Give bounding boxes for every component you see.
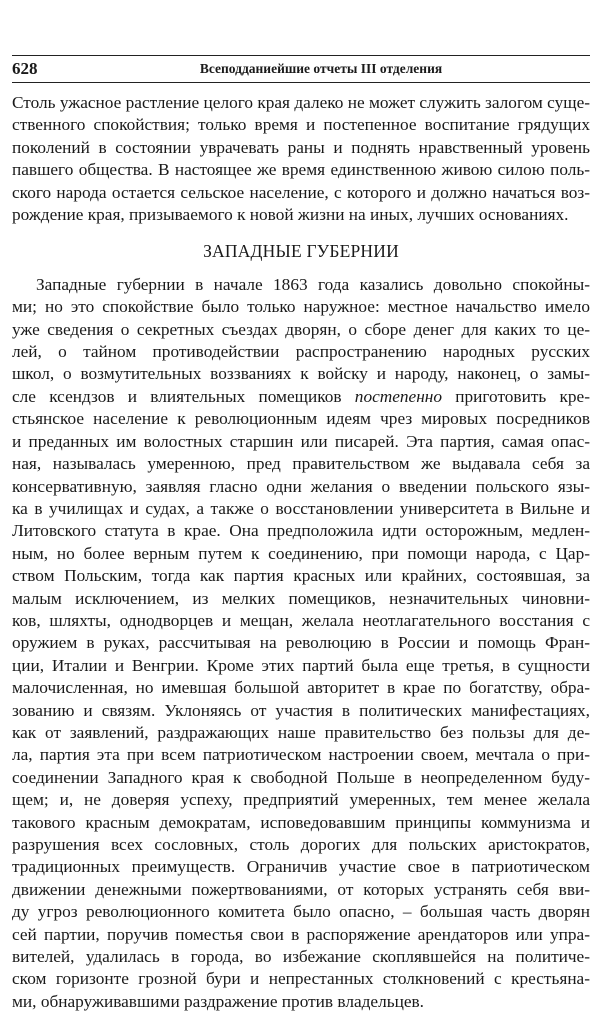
text-line: как от заявлений, раздражающих наше правительство без пользы для де- [12,722,590,742]
text-line: ственного спокойствия; только время и постепенное воспитание грядущих [12,115,590,135]
text-line: Литовского статута в крае. Она предположила идти осторожным, медлен- [12,521,590,541]
text-line: зованию и связям. Уклоняясь от участия в политических манифестациях, [12,700,590,720]
text-line: движении денежными пожертвованиями, от которых устранять себя вви- [12,879,590,899]
text-line: ми, обнаруживавшими раздражение против владельцев. [12,991,424,1011]
text-line: ского народа остается сельское население, с которого и должно начаться воз- [12,182,590,202]
text-line: разрушения всех сословных, столь дорогих для польских аристократов, [12,835,590,854]
running-head [12,59,590,79]
text-line: ми; но это спокойствие было только наружное: местное начальство имело [12,297,590,317]
body-text [12,92,590,1013]
text-line: малым исключением, из мелких помещиков, незначительных чиновни- [12,588,590,608]
text-segment: сле ксендзов и влиятельных помещиков [12,386,355,406]
text-line: лей, о тайном противодействии распространению народных русских [12,342,590,362]
text-line: оружием в руках, рассчитывая на революцию в России и помощь Фран- [12,633,590,653]
text-line: ла, партия эта при всем патриотическом настроении своем, мечтала о при- [12,745,590,765]
text-line: уже сведения о секретных съездах дворян, о сборе денег для каких то це- [12,319,590,339]
text-line: ков, шляхты, однодворцев и мещан, желала неотлагательного восстания с [12,610,590,630]
text-line: рождение края, призываемого к новой жизни на иных, лучших основаниях. [12,205,569,225]
page-number: 628 [12,59,38,78]
text-line: Западные губернии в начале 1863 года казались довольно спокойны- [36,274,590,294]
text-line: ка в училищах и судах, а также о восстановлении университета в Вильне и [12,498,590,518]
text-line: соединении Западного края к свободной Польше в неопределенном буду- [12,767,590,787]
text-line: ду угроз революционного комитета было опасно, – большая часть дворян [12,902,590,922]
paragraph-2 [12,274,590,1013]
text-line: вителей, удалилась в города, во избежание скоплявшейся на политиче- [12,947,590,967]
text-line-with-italic [12,386,590,408]
text-line: ным, но более верным путем к соединению, при помощи народа, с Цар- [12,543,590,563]
header-bottom-rule [12,82,590,83]
text-line: ции, Италии и Венгрии. Кроме этих партий была еще третья, в сущности [12,655,590,675]
text-line: Столь ужасное растление целого края далеко не может служить залогом суще- [12,93,590,112]
section-heading: ЗАПАДНЫЕ ГУБЕРНИИ [203,241,399,262]
text-line: ством Польским, тогда как партия красных или крайних, состоявшая, за [12,566,590,586]
text-line: сей партии, поручив поместья свои в распоряжение арендаторов или упра- [12,924,590,944]
text-line: стьянское население к революционным идеям чрез мировых посредников [12,409,590,429]
paragraph-1 [12,92,590,226]
text-line: ная, называлась умеренною, пред правительством же выдавала себя за [12,454,590,474]
text-line: павшего общества. В настоящее же время единственною живою силою поль- [12,160,590,180]
text-line: школ, о возмутительных воззваниях к войску и народу, наконец, о замы- [12,364,590,384]
text-line: традиционных преимуществ. Ограничив участие свое в патриотическом [12,857,590,877]
header-top-rule [12,55,590,56]
text-line: консервативную, заявляя гласно одни желания о введении польского язы- [12,476,590,496]
text-line: малочисленная, но имевшая большой авторитет в крае по богатству, обра- [12,678,590,698]
text-line: поколений в состоянии уврачевать раны и поднять нравственный уровень [12,137,590,157]
italic-phrase: постепенно [354,386,442,406]
running-title: Всеподданиейшие отчеты III отделения [199,61,443,76]
text-line: и преданных им волостных старшин или писарей. Эта партия, самая опас- [12,431,590,451]
text-segment: приготовить кре- [442,386,590,406]
text-line: щем; и, не доверяя успеху, предприятий умеренных, тем менее желала [12,790,590,810]
text-line: ском горизонте грозной бури и непрестанных столкновений с крестьяна- [12,969,590,989]
text-line: такового красным демократам, исповедовавшим принципы коммунизма и [12,812,590,832]
